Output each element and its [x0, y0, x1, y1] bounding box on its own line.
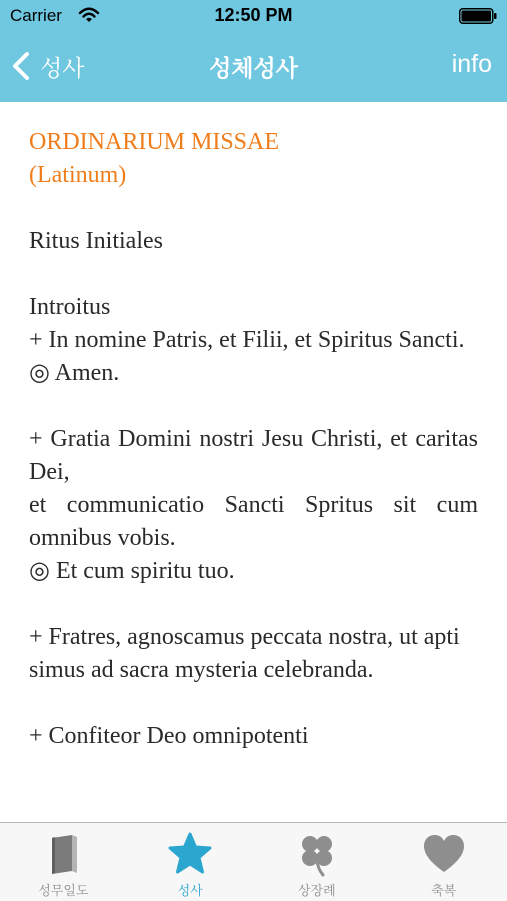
tab-label: 축복	[431, 884, 457, 899]
book-icon	[39, 831, 87, 877]
carrier-label: Carrier	[10, 6, 62, 25]
response: ◎ Amen.	[29, 360, 120, 386]
heart-icon	[420, 831, 468, 877]
document-subtitle: (Latinum)	[29, 162, 127, 188]
verse: et communicatio Sancti Spritus sit cum omnibus vobis.	[29, 492, 478, 551]
section-heading: Ritus Initiales	[29, 228, 163, 254]
status-time: 12:50 PM	[214, 5, 293, 25]
verse: + Gratia Domini nostri Jesu Christi, et caritas Dei,	[29, 426, 478, 485]
tab-liturgy-of-hours[interactable]	[0, 823, 127, 901]
status-bar	[0, 0, 507, 34]
verse: + In nomine Patris, et Filii, et Spiritus Sancti.	[29, 327, 465, 353]
star-icon	[166, 831, 214, 877]
verse: + Fratres, agnoscamus peccata nostra, ut apti	[29, 624, 460, 650]
verse: + Confiteor Deo omnipotenti	[29, 723, 309, 749]
content-area[interactable]	[0, 102, 507, 822]
subsection-heading: Introitus	[29, 294, 111, 320]
info-button[interactable]: info	[451, 50, 492, 78]
clover-icon	[293, 831, 341, 877]
tab-sacraments[interactable]	[127, 823, 254, 901]
battery-icon	[459, 8, 497, 24]
page-title: 성체성사	[209, 56, 298, 82]
verse: simus ad sacra mysteria celebranda.	[29, 657, 374, 683]
tab-label: 성사	[177, 884, 203, 899]
response: ◎ Et cum spiritu tuo.	[29, 558, 235, 584]
mass-text	[29, 126, 478, 753]
back-button-label: 성사	[40, 55, 85, 82]
tab-label: 성무일도	[38, 884, 89, 899]
tab-bar	[0, 822, 507, 901]
navigation-bar	[0, 34, 507, 102]
document-title: ORDINARIUM MISSAE	[29, 129, 280, 155]
header	[0, 0, 507, 102]
tab-label: 상장례	[298, 884, 336, 899]
tab-funeral-rites[interactable]	[254, 823, 381, 901]
tab-blessings[interactable]	[380, 823, 507, 901]
